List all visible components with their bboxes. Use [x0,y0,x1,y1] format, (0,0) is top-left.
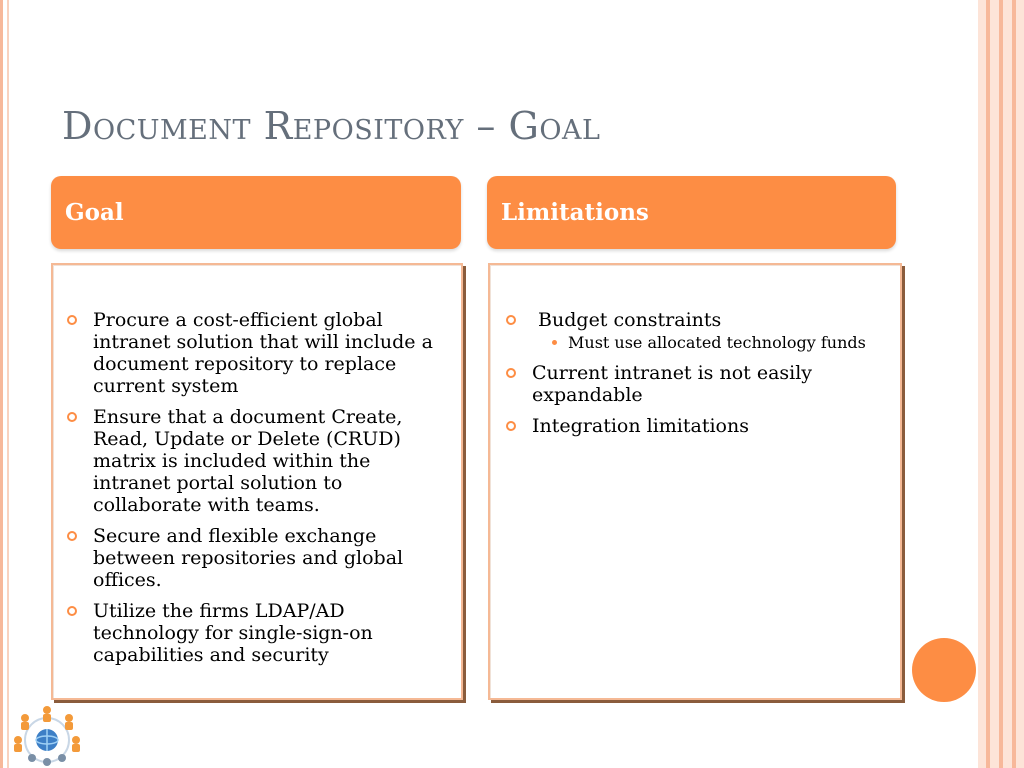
bullet-ring-icon [67,315,77,325]
list-item [93,406,453,516]
limitations-header-label: Limitations [501,199,649,226]
bullet-ring-icon [67,412,77,422]
bullet-ring-icon [506,421,516,431]
goal-item-text: Ensure that a document Create, Read, Update or Delete (CRUD) matrix is included within the intranet portal solution to collaborate with teams. [93,406,403,516]
limitations-box [488,263,902,700]
bullet-ring-icon [506,368,516,378]
bullet-ring-icon [67,606,77,616]
list-item [532,362,892,406]
limitation-sub-list [532,333,892,353]
network-globe-people-icon [10,704,84,766]
limitation-item-text: Current intranet is not easily expandable [532,362,813,406]
goal-list [93,309,453,675]
list-item [532,415,892,437]
list-item [93,600,453,666]
limitations-list [532,309,892,446]
dot-bullet-icon [552,340,557,345]
list-item [93,309,453,397]
frame-right-line [986,0,990,768]
goal-item-text: Secure and flexible exchange between repositories and global offices. [93,525,404,591]
goal-item-text: Procure a cost-efficient global intranet solution that will include a document repository to replace current system [93,309,433,397]
bullet-ring-icon [67,531,77,541]
limitation-sub-item-text: Must use allocated technology funds [568,333,866,352]
limitation-item-text: Integration limitations [532,415,749,437]
sub-list-item [568,333,892,353]
slide-title: Document Repository – Goal [62,104,601,148]
frame-left-line [0,0,3,768]
frame-right-line [999,0,1003,768]
frame-left-inner-line [7,0,9,768]
limitations-header [487,176,896,249]
frame-right-line [1012,0,1016,768]
goal-item-text: Utilize the firms LDAP/AD technology for single-sign-on capabilities and security [93,600,373,666]
limitation-item-text: Budget constraints [532,309,722,331]
list-item [532,309,892,353]
bullet-ring-icon [506,315,516,325]
goal-header [51,176,461,249]
list-item [93,525,453,591]
accent-circle [912,638,976,702]
goal-header-label: Goal [65,199,124,226]
goal-box [51,263,463,700]
